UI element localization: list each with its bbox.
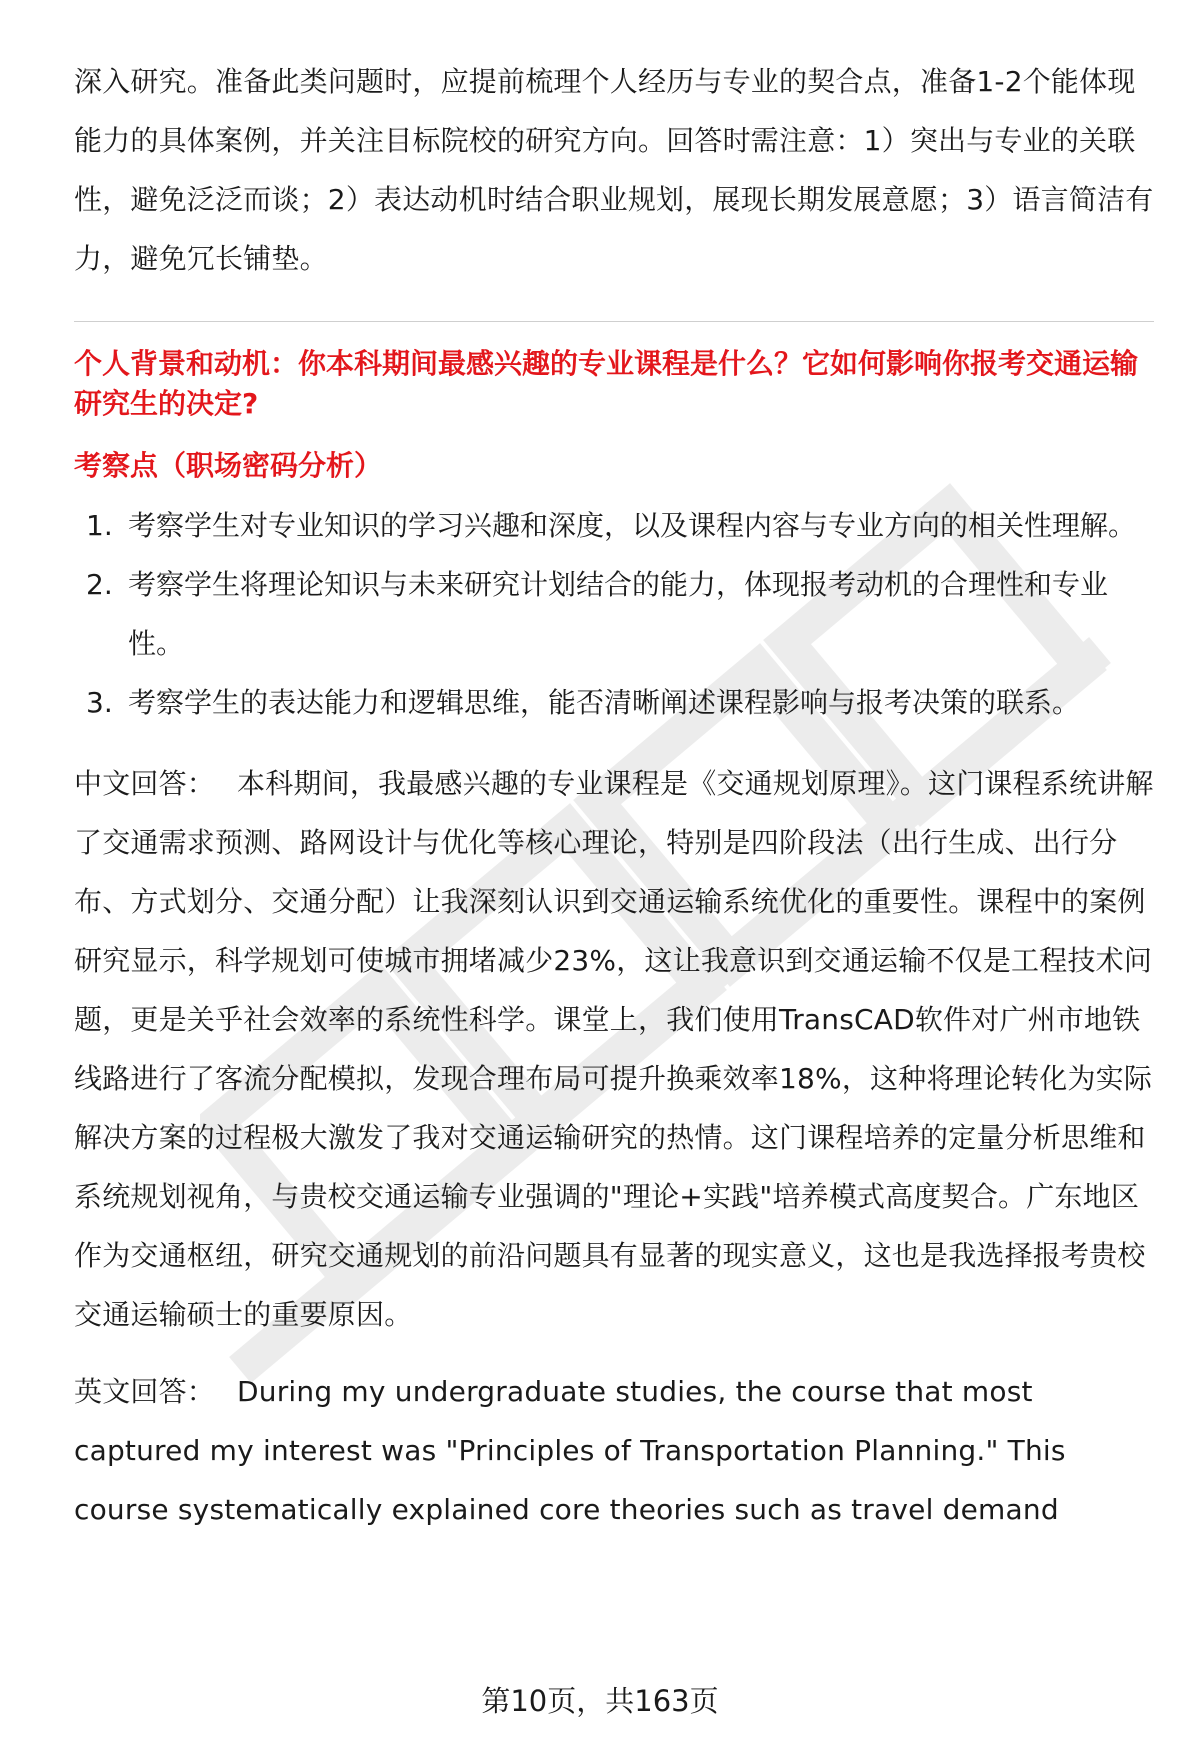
english-answer-text: During my undergraduate studies, the course that most captured my interest was "Principles of Transportation Planning." This course systematically explained core theories such as travel demand [74,1375,1066,1526]
focus-point-text: 考察学生的表达能力和逻辑思维，能否清晰阐述课程影响与报考决策的联系。 [128,686,1081,719]
intro-paragraph: 深入研究。准备此类问题时，应提前梳理个人经历与专业的契合点，准备1-2个能体现能力的具体案例，并关注目标院校的研究方向。回答时需注意：1）突出与专业的关联性，避免泛泛而谈；2）表达动机时结合职业规划，展现长期发展意愿；3）语言简洁有力，避免冗长铺垫。 [74,65,1154,275]
focus-point [74,555,1154,673]
english-answer-label: 英文回答： [74,1375,216,1408]
chinese-answer-label: 中文回答： [74,767,216,800]
content-area [74,52,1154,1539]
focus-point-number: 3. [86,686,113,719]
focus-point-text: 考察学生对专业知识的学习兴趣和深度，以及课程内容与专业方向的相关性理解。 [128,509,1137,542]
english-answer [74,1362,1154,1539]
focus-point [74,496,1154,555]
focus-point-number: 2. [86,568,113,601]
focus-points-list [74,496,1154,732]
focus-heading: 考察点（职场密码分析） [74,449,383,482]
focus-point-text: 考察学生将理论知识与未来研究计划结合的能力，体现报考动机的合理性和专业性。 [128,568,1109,660]
page-number-footer: 第10页，共163页 [481,1684,719,1718]
section-divider [74,321,1154,322]
chinese-answer [74,754,1154,1344]
chinese-answer-text: 本科期间，我最感兴趣的专业课程是《交通规划原理》。这门课程系统讲解了交通需求预测、路网设计与优化等核心理论，特别是四阶段法（出行生成、出行分布、方式划分、交通分配）让我深刻认识到交通运输系统优化的重要性。课程中的案例研究显示，科学规划可使城市拥堵减少23%，这让我意识到交通运输不仅是工程技术问题，更是关乎社会效率的系统性科学。课堂上，我们使用TransCAD软件对广州市地铁线路进行了客流分配模拟，发现合理布局可提升换乘效率18%，这种将理论转化为实际解决方案的过程极大激发了我对交通运输研究的热情。这门课程培养的定量分析思维和系统规划视角，与贵校交通运输专业强调的"理论+实践"培养模式高度契合。广东地区作为交通枢纽，研究交通规划的前沿问题具有显著的现实意义，这也是我选择报考贵校交通运输硕士的重要原因。 [74,767,1154,1331]
interview-question: 个人背景和动机：你本科期间最感兴趣的专业课程是什么？它如何影响你报考交通运输研究生的决定? [74,347,1139,420]
focus-point [74,673,1154,732]
focus-point-number: 1. [86,509,113,542]
